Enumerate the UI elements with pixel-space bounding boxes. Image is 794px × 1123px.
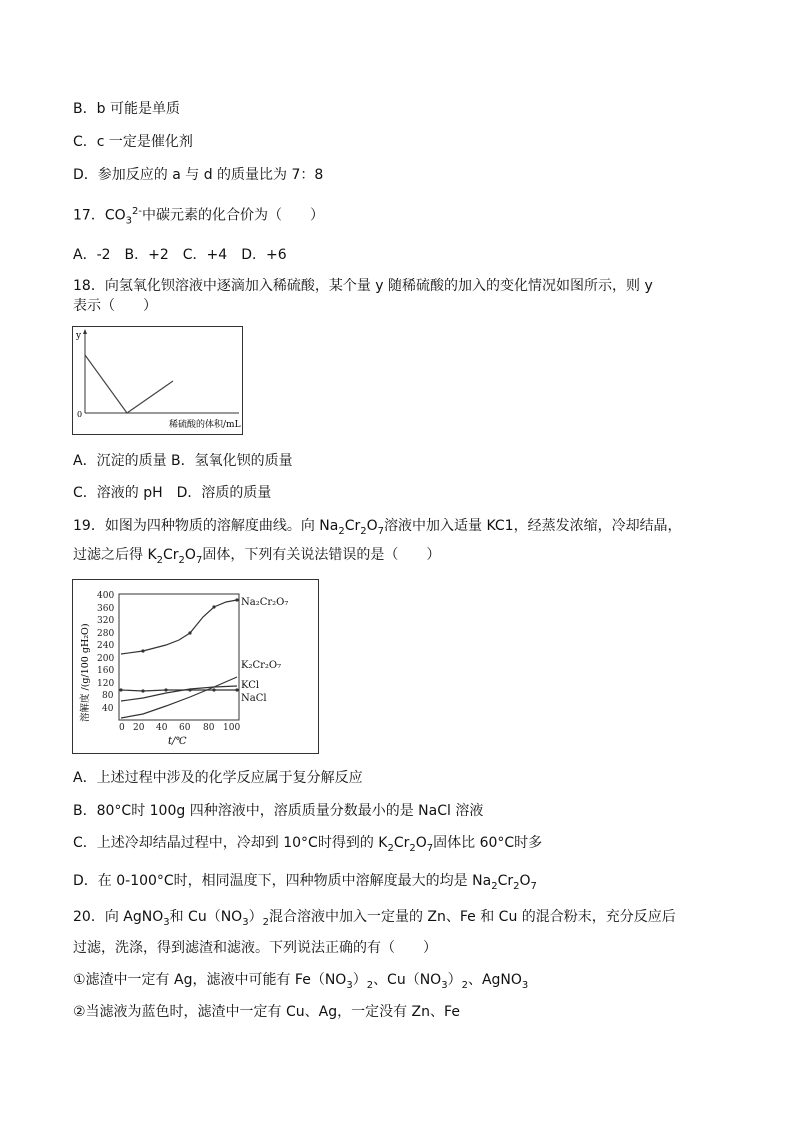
q19-option-a: A．上述过程中涉及的化学反应属于复分解反应	[73, 770, 363, 786]
q17-options: A．-2 B．+2 C．+4 D．+6	[73, 247, 287, 263]
q19-nacl-marker	[212, 688, 215, 691]
q19-xtick-40: 40	[156, 723, 168, 733]
q18-chart-svg	[73, 327, 242, 434]
q18-options-line1: A．沉淀的质量 B．氢氧化钡的质量	[73, 453, 293, 469]
q19-stem-line1: 19．如图为四种物质的溶解度曲线。向 $Na_2Cr_2O_7$溶液中加入适量 KC1，经蒸发浓缩，冷却结晶，	[73, 518, 682, 537]
q16-option-c: C．c 一定是催化剂	[73, 134, 193, 150]
q18-chart	[72, 326, 243, 435]
q19-curve-k2cr2o7	[121, 677, 237, 718]
q19-series-label-na2cr2o7: Na₂Cr₂O₇	[241, 597, 289, 608]
q19-xtick-100: 100	[223, 723, 241, 733]
q18-options-line2: C．溶液的 pH D．溶质的质量	[73, 485, 272, 501]
q20-item-1: ①滤渣中一定有 Ag，滤液中可能有 $Fe(NO_3)_2$、$Cu(NO_3)_2$、AgNO$_3$	[73, 972, 529, 991]
q20-stem-line2: 过滤，洗涤，得到滤渣和滤液。下列说法正确的有（ ）	[73, 940, 437, 956]
q18-stem-line2: 表示（ ）	[73, 298, 157, 314]
q18-stem-line1: 18．向氢氧化钡溶液中逐滴加入稀硫酸，某个量 y 随稀硫酸的加入的变化情况如图所示，则 y	[73, 278, 653, 294]
q19-curve-na2cr2o7	[121, 600, 237, 654]
q18-y-arrow	[83, 329, 87, 334]
q19-stem-line2: 过滤之后得 $K_2Cr_2O_7$固体，下列有关说法错误的是（ ）	[73, 547, 441, 566]
q19-chart-svg	[73, 580, 318, 753]
q19-ytick-400: 400	[97, 591, 115, 601]
q19-xtick-20: 20	[133, 723, 145, 733]
q19-ytick-360: 360	[97, 604, 115, 614]
q19-ytick-80: 80	[102, 691, 114, 701]
q19-ytick-320: 320	[97, 616, 115, 626]
q19-xtick-0: 0	[119, 723, 125, 733]
q19-ytick-280: 280	[97, 629, 115, 639]
q19-y-label: 溶解度 /(g/100 gH₂O)	[80, 623, 91, 722]
q19-nacl-marker	[119, 688, 122, 691]
q19-ytick-40: 40	[102, 704, 114, 714]
q19-nacl-marker	[164, 688, 167, 691]
q19-xtick-60: 60	[179, 723, 191, 733]
q19-na2cr2o7-marker	[235, 598, 238, 601]
q16-option-b: B．b 可能是单质	[73, 101, 180, 117]
q19-na2cr2o7-marker	[188, 631, 191, 634]
q19-na2cr2o7-marker	[212, 605, 215, 608]
q19-series-label-kcl: KCl	[241, 680, 260, 691]
q19-nacl-marker	[141, 689, 144, 692]
q19-option-b: B．80°C时 100g 四种溶液中，溶质质量分数最小的是 NaCl 溶液	[73, 803, 484, 819]
q19-ytick-240: 240	[97, 641, 115, 651]
q19-ytick-200: 200	[97, 654, 115, 664]
q19-series-label-k2cr2o7: K₂Cr₂O₇	[241, 660, 282, 671]
q18-curve	[85, 355, 173, 413]
q17-stem: 17．$CO_3^{2-}$中碳元素的化合价为（ ）	[73, 206, 324, 227]
q19-nacl-marker	[188, 688, 191, 691]
q19-ytick-160: 160	[97, 666, 115, 676]
q16-option-d: D．参加反应的 a 与 d 的质量比为 7：8	[73, 167, 324, 183]
q18-origin-label: 0	[77, 410, 83, 419]
q19-option-d: D．在 0-100°C时，相同温度下，四种物质中溶解度最大的均是 $Na_2Cr_2O_7$	[73, 873, 537, 892]
q19-nacl-marker	[235, 688, 238, 691]
q18-y-label: y	[76, 331, 82, 341]
q18-x-label: 稀硫酸的体积/mL	[169, 420, 241, 430]
q19-na2cr2o7-marker	[141, 649, 144, 652]
q19-option-c: C．上述冷却结晶过程中，冷却到 10°C时得到的 $K_2Cr_2O_7$固体比 60°C时多	[73, 835, 543, 854]
q19-xtick-80: 80	[203, 723, 215, 733]
q20-stem-line1: 20．向 AgNO$_3$和 $Cu(NO_3)_2$混合溶液中加入一定量的 Zn、Fe 和 Cu 的混合粉末，充分反应后	[73, 909, 676, 928]
q19-ytick-120: 120	[97, 679, 115, 689]
q20-item-2: ②当滤液为蓝色时，滤渣中一定有 Cu、Ag，一定没有 Zn、Fe	[73, 1004, 460, 1020]
q19-curve-kcl	[121, 686, 237, 701]
q19-x-label: t/℃	[168, 736, 187, 747]
q19-chart	[72, 579, 319, 754]
q19-series-label-nacl: NaCl	[241, 693, 267, 704]
